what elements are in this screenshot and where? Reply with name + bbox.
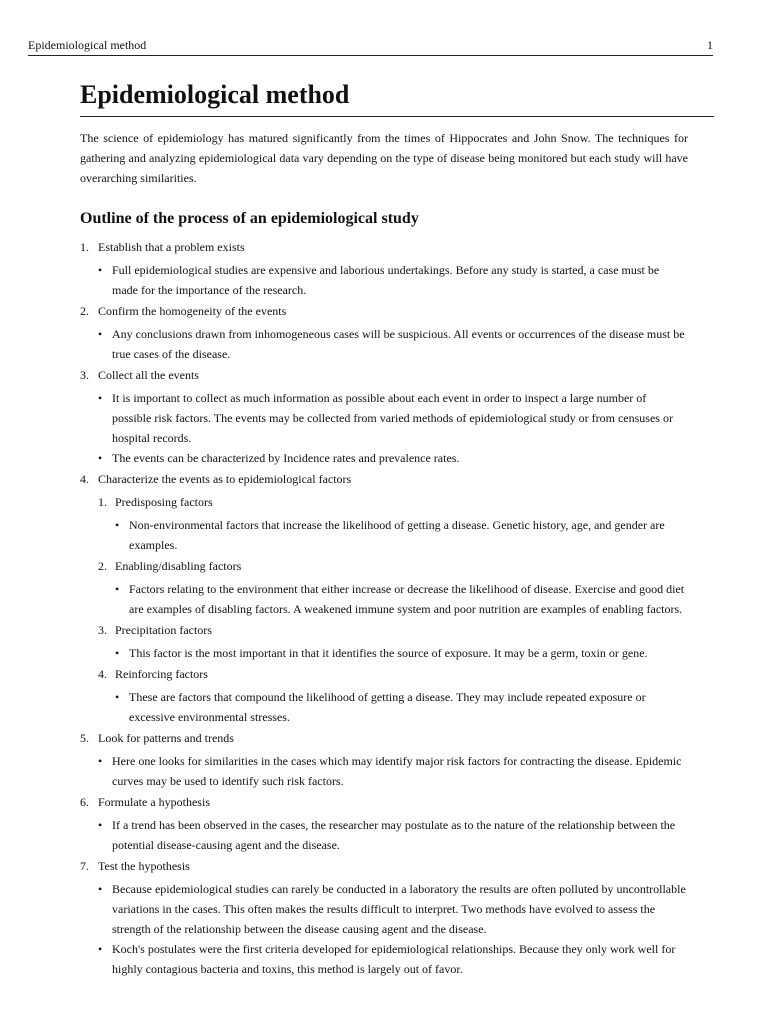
step-item (80, 365, 688, 468)
step-item (80, 792, 688, 855)
bullet-text: Here one looks for similarities in the cases which may identify major risk factors for contracting the disease. Epidemic curves may be used to identify such risk factors. (112, 754, 682, 788)
substep-number: 2. (98, 559, 107, 573)
bullet-list (98, 751, 688, 791)
bullet-list (98, 324, 688, 364)
bullet-item (98, 939, 688, 979)
bullet-item (115, 515, 688, 555)
bullet-icon: • (115, 582, 120, 596)
bullet-item (98, 815, 688, 855)
bullet-icon: • (98, 818, 103, 832)
substep-item (98, 492, 688, 555)
process-steps-list (80, 237, 688, 979)
substeps-list (98, 492, 688, 727)
bullet-list (115, 515, 688, 555)
bullet-item (115, 579, 688, 619)
bullet-icon: • (115, 690, 120, 704)
step-title: Establish that a problem exists (98, 240, 245, 254)
bullet-icon: • (98, 391, 103, 405)
bullet-text: Any conclusions drawn from inhomogeneous cases will be suspicious. All events or occurrences of the disease must be true cases of the disease. (112, 327, 685, 361)
step-title: Look for patterns and trends (98, 731, 234, 745)
substep-number: 3. (98, 623, 107, 637)
bullet-icon: • (98, 451, 103, 465)
bullet-text: If a trend has been observed in the cases, the researcher may postulate as to the nature of the relationship between the potential disease-causing agent and the disease. (112, 818, 676, 852)
step-item (80, 728, 688, 791)
step-item (80, 469, 688, 727)
substep-item (98, 556, 688, 619)
step-item (80, 301, 688, 364)
substep-number: 1. (98, 495, 107, 509)
bullet-list (115, 579, 688, 619)
bullet-text: It is important to collect as much information as possible about each event in order to inspect a large number of possible risk factors. The events may be collected from varied methods of epidemiological study or from censuses or hospital records. (112, 391, 673, 445)
step-title: Confirm the homogeneity of the events (98, 304, 287, 318)
bullet-text: Full epidemiological studies are expensive and laborious undertakings. Before any study is started, a case must be made for the importance of the research. (112, 263, 660, 297)
step-item (80, 856, 688, 979)
bullet-icon: • (98, 754, 103, 768)
step-title: Formulate a hypothesis (98, 795, 210, 809)
substep-item (98, 620, 688, 663)
bullet-text: These are factors that compound the likelihood of getting a disease. They may include repeated exposure or excessive environmental stresses. (129, 690, 646, 724)
bullet-icon: • (98, 327, 103, 341)
step-number: 7. (80, 859, 89, 873)
substep-title: Enabling/disabling factors (115, 559, 242, 573)
bullet-list (98, 388, 688, 468)
bullet-list (98, 879, 688, 979)
step-number: 5. (80, 731, 89, 745)
bullet-text: Factors relating to the environment that either increase or decrease the likelihood of disease. Exercise and good diet are examples of disabling factors. A weakened immune system and poor nutrition are examples of enabling factors. (129, 582, 685, 616)
page-number: 1 (707, 38, 713, 52)
bullet-icon: • (115, 646, 120, 660)
step-number: 3. (80, 368, 89, 382)
bullet-text: This factor is the most important in that it identifies the source of exposure. It may be a germ, toxin or gene. (129, 646, 648, 660)
bullet-icon: • (98, 882, 103, 896)
bullet-item (98, 751, 688, 791)
bullet-text: Koch's postulates were the first criteria developed for epidemiological relationships. Because they only work well for highly contagious bacteria and toxins, this method is largely out of favor. (112, 942, 676, 976)
document-title: Epidemiological method (80, 77, 714, 117)
bullet-item (115, 687, 688, 727)
bullet-icon: • (115, 518, 120, 532)
bullet-item (98, 879, 688, 939)
step-number: 1. (80, 240, 89, 254)
step-number: 6. (80, 795, 89, 809)
step-title: Collect all the events (98, 368, 199, 382)
substep-number: 4. (98, 667, 107, 681)
step-title: Characterize the events as to epidemiological factors (98, 472, 352, 486)
bullet-list (115, 643, 688, 663)
bullet-icon: • (98, 263, 103, 277)
bullet-item (98, 388, 688, 448)
bullet-item (98, 448, 688, 468)
substep-title: Reinforcing factors (115, 667, 208, 681)
bullet-list (115, 687, 688, 727)
bullet-text: The events can be characterized by Incidence rates and prevalence rates. (112, 451, 460, 465)
bullet-list (98, 260, 688, 300)
running-header-title: Epidemiological method (28, 38, 147, 52)
bullet-item (98, 260, 688, 300)
substep-title: Precipitation factors (115, 623, 212, 637)
bullet-text: Because epidemiological studies can rarely be conducted in a laboratory the results are often polluted by uncontrollable variations in the cases. This often makes the results difficult to interpret. Two methods have evolved to assess the strength of the relationship between the disease causing agent and the disease. (112, 882, 686, 936)
article-body (80, 128, 688, 980)
step-number: 4. (80, 472, 89, 486)
bullet-icon: • (98, 942, 103, 956)
intro-paragraph: The science of epidemiology has matured significantly from the times of Hippocrates and John Snow. The techniques for gathering and analyzing epidemiological data vary depending on the type of disease being monitored but each study will have overarching similarities. (80, 131, 688, 185)
bullet-item (98, 324, 688, 364)
step-number: 2. (80, 304, 89, 318)
step-item (80, 237, 688, 300)
step-title: Test the hypothesis (98, 859, 190, 873)
bullet-text: Non-environmental factors that increase the likelihood of getting a disease. Genetic history, age, and gender are examples. (129, 518, 665, 552)
section-heading: Outline of the process of an epidemiological study (80, 210, 419, 227)
running-header (28, 37, 713, 56)
bullet-list (98, 815, 688, 855)
substep-title: Predisposing factors (115, 495, 213, 509)
bullet-item (115, 643, 688, 663)
substep-item (98, 664, 688, 727)
